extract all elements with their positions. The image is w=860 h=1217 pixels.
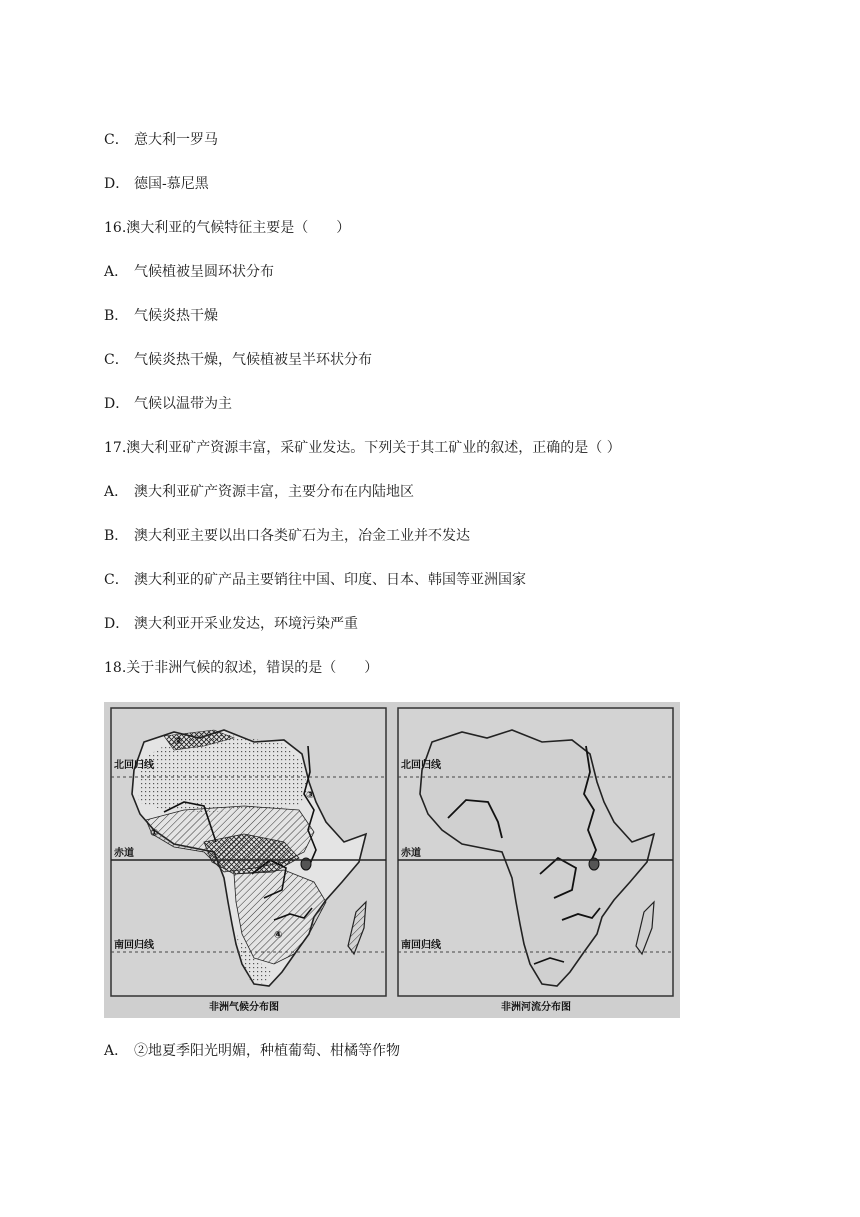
marker-1: ① <box>150 828 159 839</box>
climate-map-caption: 非洲气候分布图 <box>209 1002 279 1013</box>
river-map-caption: 非洲河流分布图 <box>501 1002 571 1013</box>
marker-3: ③ <box>306 790 315 801</box>
option-17b: B． 澳大利亚主要以出口各类矿石为主，冶金工业并不发达 <box>104 528 470 544</box>
option-15c: C． 意大利一罗马 <box>104 132 218 148</box>
option-16b: B． 气候炎热干燥 <box>104 308 218 324</box>
marker-4: ④ <box>274 930 283 941</box>
tropic-south-label-left: 南回归线 <box>114 940 154 951</box>
question-16: 16.澳大利亚的气候特征主要是（ ） <box>104 220 351 236</box>
option-16d: D． 气候以温带为主 <box>104 396 232 412</box>
equator-label-left: 赤道 <box>114 848 134 859</box>
tropic-north-label-left: 北回归线 <box>114 760 154 771</box>
question-18: 18.关于非洲气候的叙述，错误的是（ ） <box>104 660 379 676</box>
tropic-north-label-right: 北回归线 <box>401 760 441 771</box>
option-16a: A． 气候植被呈圆环状分布 <box>104 264 274 280</box>
climate-map <box>111 708 386 1013</box>
option-18a: A． ②地夏季阳光明媚，种植葡萄、柑橘等作物 <box>104 1043 400 1059</box>
river-map <box>398 708 673 1013</box>
option-15d: D． 德国-慕尼黑 <box>104 176 209 192</box>
marker-2: ② <box>174 736 183 747</box>
option-16c: C． 气候炎热干燥，气候植被呈半环状分布 <box>104 352 372 368</box>
africa-maps-svg <box>104 702 680 1018</box>
option-17d: D． 澳大利亚开采业发达，环境污染严重 <box>104 616 358 632</box>
question-17: 17.澳大利亚矿产资源丰富，采矿业发达。下列关于其工矿业的叙述，正确的是（ ） <box>104 440 621 456</box>
equator-label-right: 赤道 <box>401 848 421 859</box>
option-17a: A． 澳大利亚矿产资源丰富，主要分布在内陆地区 <box>104 484 414 500</box>
tropic-south-label-right: 南回归线 <box>401 940 441 951</box>
option-17c: C． 澳大利亚的矿产品主要销往中国、印度、日本、韩国等亚洲国家 <box>104 572 526 588</box>
africa-maps-figure <box>104 702 680 1018</box>
